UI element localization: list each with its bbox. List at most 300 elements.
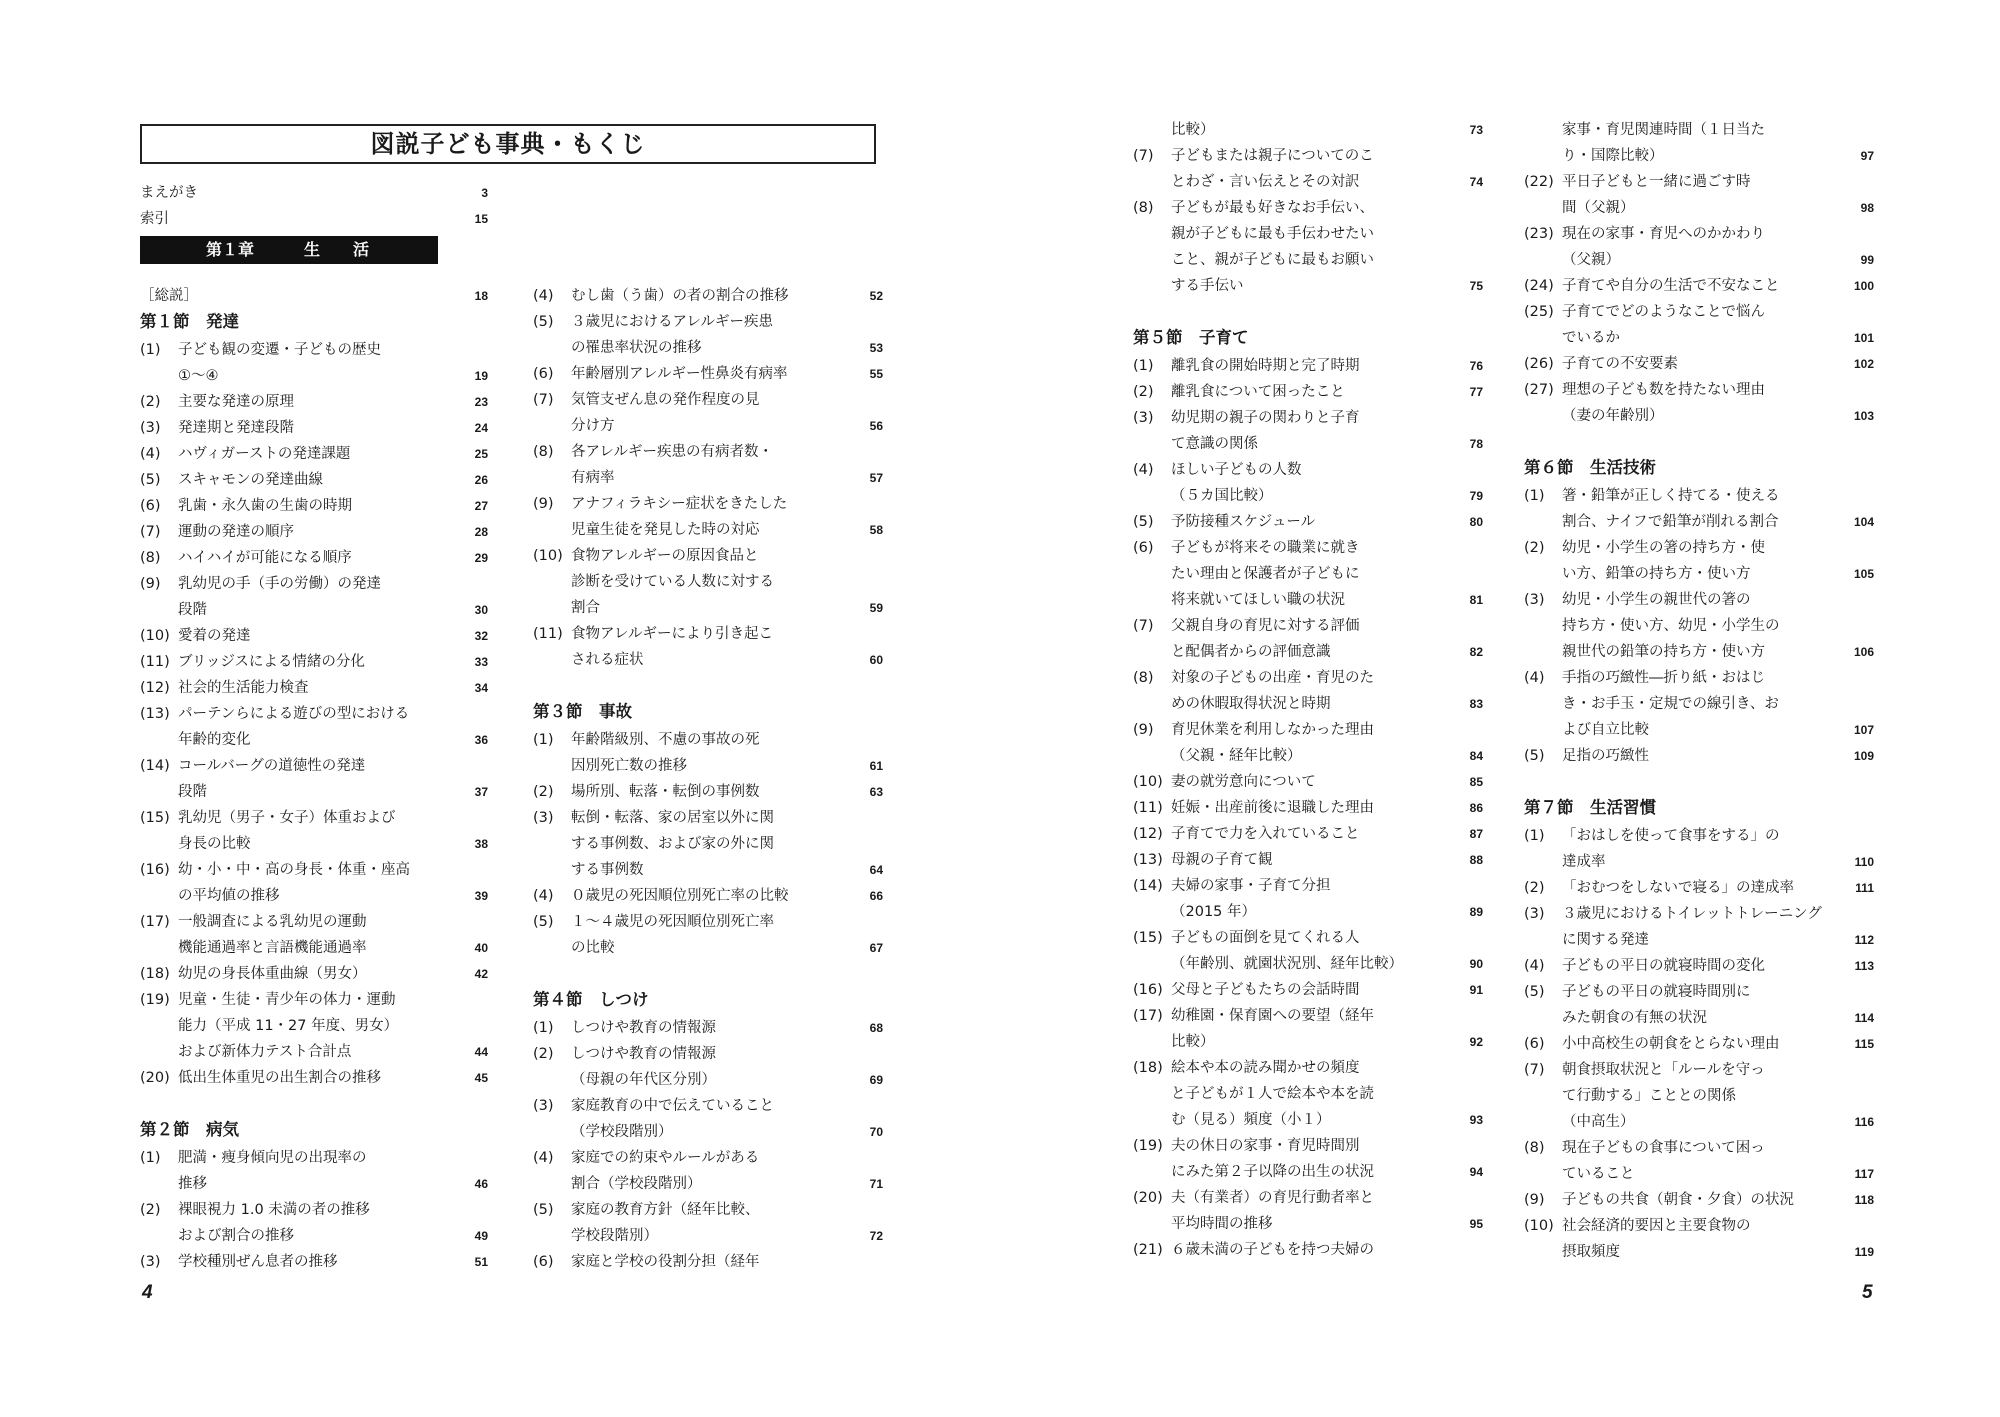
- entry-page: 84: [1469, 749, 1483, 763]
- toc-entry-preface[interactable]: [140, 180, 488, 206]
- entry-number: (26): [1524, 356, 1554, 372]
- toc-entry-continuation[interactable]: [1524, 717, 1874, 743]
- entry-text: 食物アレルギーにより引き起こ: [571, 626, 774, 642]
- toc-entry[interactable]: [533, 1015, 883, 1041]
- toc-entry[interactable]: [1133, 1055, 1483, 1081]
- toc-entry[interactable]: [1524, 351, 1874, 377]
- entry-number: (6): [1524, 1036, 1545, 1052]
- toc-entry-continuation[interactable]: [1524, 247, 1874, 273]
- toc-entry-continuation[interactable]: [1133, 169, 1483, 195]
- entry-page: 36: [474, 733, 488, 747]
- entry-text: 足指の巧緻性: [1562, 748, 1649, 764]
- toc-entry-continuation[interactable]: [533, 465, 883, 491]
- toc-entry-continuation[interactable]: [1524, 509, 1874, 535]
- entry-number: (5): [1524, 748, 1545, 764]
- toc-entry-continuation[interactable]: [533, 1223, 883, 1249]
- toc-entry-continuation[interactable]: [1133, 483, 1483, 509]
- toc-entry[interactable]: [1133, 925, 1483, 951]
- entry-text: 家庭教育の中で伝えていること: [571, 1098, 774, 1114]
- entry-page: 97: [1860, 149, 1874, 163]
- toc-entry-continuation[interactable]: [140, 727, 488, 753]
- toc-entry-continuation[interactable]: [140, 597, 488, 623]
- entry-number: (1): [1524, 488, 1545, 504]
- toc-entry-continuation[interactable]: [1133, 587, 1483, 613]
- entry-text: 気管支ぜん息の発作程度の見: [571, 392, 760, 408]
- toc-entry-continuation[interactable]: [1524, 1005, 1874, 1031]
- toc-entry[interactable]: [1524, 1031, 1874, 1057]
- toc-entry[interactable]: [140, 389, 488, 415]
- entry-page: 49: [474, 1229, 488, 1243]
- page-number-left: 4: [142, 1282, 153, 1303]
- toc-entry-continuation[interactable]: [533, 413, 883, 439]
- toc-entry[interactable]: [1524, 1057, 1874, 1083]
- toc-entry-continuation[interactable]: [533, 857, 883, 883]
- toc-entry[interactable]: [1524, 823, 1874, 849]
- toc-entry[interactable]: [1524, 1213, 1874, 1239]
- toc-entry[interactable]: [1133, 1003, 1483, 1029]
- toc-entry[interactable]: [1133, 509, 1483, 535]
- toc-entry[interactable]: [140, 961, 488, 987]
- toc-entry[interactable]: [140, 701, 488, 727]
- toc-entry-continuation[interactable]: [1524, 561, 1874, 587]
- toc-entry[interactable]: [533, 1093, 883, 1119]
- entry-page: 98: [1860, 201, 1874, 215]
- entry-text: アナフィラキシー症状をきたした: [571, 496, 788, 512]
- entry-page: 18: [474, 289, 488, 303]
- entry-page: 93: [1469, 1113, 1483, 1127]
- toc-entry[interactable]: [1524, 221, 1874, 247]
- entry-text: 予防接種スケジュール: [1171, 514, 1316, 530]
- toc-entry-continuation[interactable]: [1133, 273, 1483, 299]
- toc-entry[interactable]: [1133, 1185, 1483, 1211]
- entry-page: 66: [869, 889, 883, 903]
- toc-entry[interactable]: [140, 337, 488, 363]
- toc-entry[interactable]: [533, 387, 883, 413]
- entry-text: 持ち方・使い方、幼児・小学生の: [1562, 618, 1780, 634]
- entry-text: 子どもの平日の就寝時間の変化: [1562, 958, 1765, 974]
- toc-entry-continuation[interactable]: [1524, 639, 1874, 665]
- entry-text: て意識の関係: [1171, 436, 1258, 452]
- toc-entry[interactable]: [1133, 353, 1483, 379]
- toc-entry[interactable]: [1133, 379, 1483, 405]
- toc-entry[interactable]: [533, 909, 883, 935]
- entry-page: 85: [1469, 775, 1483, 789]
- toc-entry[interactable]: [533, 439, 883, 465]
- entry-page: 79: [1469, 489, 1483, 503]
- toc-entry[interactable]: [140, 545, 488, 571]
- section-heading[interactable]: 第５節 子育て: [1133, 328, 1249, 347]
- toc-entry[interactable]: [140, 1197, 488, 1223]
- toc-entry[interactable]: [1133, 1133, 1483, 1159]
- entry-text: 主要な発達の原理: [178, 394, 294, 410]
- toc-entry-continuation[interactable]: [140, 831, 488, 857]
- toc-entry-continuation[interactable]: [1133, 1081, 1483, 1107]
- toc-entry[interactable]: [1524, 901, 1874, 927]
- entry-text: と子どもが１人で絵本や本を読: [1171, 1086, 1374, 1102]
- entry-page: 30: [474, 603, 488, 617]
- toc-entry[interactable]: [140, 987, 488, 1013]
- toc-entry-continuation[interactable]: [1133, 431, 1483, 457]
- entry-text: 子どもが将来その職業に就き: [1171, 540, 1360, 556]
- entry-number: (2): [140, 1202, 161, 1218]
- toc-entry[interactable]: [1133, 769, 1483, 795]
- toc-entry-continuation[interactable]: [533, 335, 883, 361]
- toc-entry[interactable]: [140, 1065, 488, 1091]
- toc-entry-continuation[interactable]: [1133, 1211, 1483, 1237]
- entry-number: (1): [533, 732, 554, 748]
- entry-text: こと、親が子どもに最もお願い: [1171, 252, 1374, 268]
- entry-text: 摂取頻度: [1562, 1244, 1620, 1260]
- entry-text: 平日子どもと一緒に過ごす時: [1562, 174, 1751, 190]
- entry-number: (25): [1524, 304, 1554, 320]
- entry-text: 割合、ナイフで鉛筆が削れる割合: [1562, 514, 1779, 530]
- entry-text: 達成率: [1562, 854, 1606, 870]
- entry-text: 将来就いてほしい職の状況: [1171, 592, 1345, 608]
- entry-text: みた朝食の有無の状況: [1562, 1010, 1707, 1026]
- entry-page: 90: [1469, 957, 1483, 971]
- entry-text: ［総説］: [140, 288, 198, 304]
- toc-entry[interactable]: [1133, 873, 1483, 899]
- section-heading[interactable]: 第６節 生活技術: [1524, 458, 1656, 477]
- toc-entry[interactable]: [1133, 821, 1483, 847]
- toc-entry[interactable]: [1133, 1237, 1483, 1263]
- entry-number: (3): [1133, 410, 1154, 426]
- toc-entry[interactable]: [1524, 483, 1874, 509]
- entry-text: する事例数、および家の外に関: [571, 836, 774, 852]
- toc-entry[interactable]: [140, 283, 488, 309]
- section-heading[interactable]: 第７節 生活習慣: [1524, 798, 1656, 817]
- entry-page: 38: [474, 837, 488, 851]
- toc-entry[interactable]: [1133, 195, 1483, 221]
- entry-text: 因別死亡数の推移: [571, 758, 687, 774]
- toc-entry-continuation[interactable]: [533, 595, 883, 621]
- toc-entry[interactable]: [140, 519, 488, 545]
- toc-entry-continuation[interactable]: [1133, 561, 1483, 587]
- toc-entry[interactable]: [1524, 535, 1874, 561]
- toc-entry-continuation[interactable]: [533, 1067, 883, 1093]
- entry-text: 幼稚園・保育園への要望（経年: [1171, 1008, 1374, 1024]
- chapter-heading: [140, 236, 438, 264]
- entry-text: （学校段階別）: [571, 1124, 673, 1140]
- entry-number: (18): [140, 966, 170, 982]
- entry-text: 年齢階級別、不慮の事故の死: [571, 732, 760, 748]
- entry-number: (4): [533, 288, 554, 304]
- toc-entry[interactable]: [140, 623, 488, 649]
- entry-text: 機能通過率と言語機能通過率: [178, 940, 367, 956]
- entry-text: 妻の就労意向について: [1171, 774, 1316, 790]
- toc-entry-continuation[interactable]: [140, 779, 488, 805]
- toc-entry-continuation[interactable]: [1524, 1239, 1874, 1265]
- toc-entry[interactable]: [140, 1145, 488, 1171]
- toc-entry[interactable]: [1133, 795, 1483, 821]
- entry-page: 55: [869, 367, 883, 381]
- toc-entry[interactable]: [533, 1145, 883, 1171]
- toc-entry[interactable]: [1524, 1135, 1874, 1161]
- entry-text: 索引: [140, 211, 169, 227]
- entry-number: (14): [1133, 878, 1163, 894]
- toc-entry-continuation[interactable]: [533, 569, 883, 595]
- toc-entry[interactable]: [1524, 979, 1874, 1005]
- entry-page: 59: [869, 601, 883, 615]
- toc-entry-continuation[interactable]: [533, 935, 883, 961]
- toc-entry[interactable]: [1133, 143, 1483, 169]
- entry-number: (18): [1133, 1060, 1163, 1076]
- toc-entry-continuation[interactable]: [140, 1171, 488, 1197]
- entry-number: (4): [533, 1150, 554, 1166]
- toc-entry[interactable]: [140, 1249, 488, 1275]
- section-heading[interactable]: 第４節 しつけ: [533, 990, 649, 1009]
- entry-text: 乳幼児の手（手の労働）の発達: [178, 576, 381, 592]
- entry-text: 社会的生活能力検査: [178, 680, 309, 696]
- toc-entry[interactable]: [1524, 587, 1874, 613]
- toc-entry-continuation[interactable]: [533, 831, 883, 857]
- toc-entry-continuation[interactable]: [1133, 117, 1483, 143]
- toc-entry[interactable]: [140, 753, 488, 779]
- toc-entry-continuation[interactable]: [1524, 927, 1874, 953]
- entry-number: (14): [140, 758, 170, 774]
- toc-entry-continuation[interactable]: [140, 1223, 488, 1249]
- entry-page: 64: [869, 863, 883, 877]
- entry-text: 対象の子どもの出産・育児のた: [1171, 670, 1374, 686]
- entry-page: 57: [869, 471, 883, 485]
- toc-entry[interactable]: [1524, 299, 1874, 325]
- toc-entry[interactable]: [1133, 717, 1483, 743]
- toc-entry-continuation[interactable]: [1524, 691, 1874, 717]
- toc-entry[interactable]: [1133, 665, 1483, 691]
- entry-number: (6): [533, 1254, 554, 1270]
- entry-text: の比較: [571, 940, 615, 956]
- entry-number: (17): [1133, 1008, 1163, 1024]
- entry-text: とわざ・言い伝えとその対訳: [1171, 174, 1360, 190]
- entry-page: 92: [1469, 1035, 1483, 1049]
- entry-number: (6): [140, 498, 161, 514]
- toc-entry-continuation[interactable]: [1524, 1161, 1874, 1187]
- entry-page: 91: [1469, 983, 1483, 997]
- toc-entry-continuation[interactable]: [1133, 899, 1483, 925]
- entry-page: 113: [1854, 959, 1874, 973]
- entry-page: 27: [474, 499, 488, 513]
- entry-page: 32: [474, 629, 488, 643]
- entry-text: （父親・経年比較）: [1171, 748, 1302, 764]
- entry-text: （父親）: [1562, 252, 1620, 268]
- entry-text: 育児休業を利用しなかった理由: [1171, 722, 1374, 738]
- entry-number: (2): [533, 784, 554, 800]
- entry-page: 103: [1853, 409, 1874, 423]
- entry-text: む（見る）頻度（小１）: [1171, 1112, 1331, 1128]
- toc-entry[interactable]: [140, 441, 488, 467]
- toc-entry[interactable]: [1524, 377, 1874, 403]
- toc-entry[interactable]: [140, 675, 488, 701]
- entry-text: （母親の年代区分別）: [571, 1072, 716, 1088]
- toc-entry-continuation[interactable]: [1133, 1159, 1483, 1185]
- entry-text: よび自立比較: [1562, 722, 1649, 738]
- entry-text: 比較）: [1171, 1034, 1215, 1050]
- toc-entry[interactable]: [1133, 535, 1483, 561]
- entry-number: (11): [140, 654, 170, 670]
- entry-text: ０歳児の死因順位別死亡率の比較: [571, 888, 789, 904]
- entry-text: 運動の発達の順序: [178, 524, 294, 540]
- entry-page: 86: [1469, 801, 1483, 815]
- toc-entry-continuation[interactable]: [1133, 247, 1483, 273]
- entry-text: 手指の巧緻性―折り紙・おはじ: [1562, 670, 1765, 686]
- entry-number: (1): [1133, 358, 1154, 374]
- toc-entry[interactable]: [533, 361, 883, 387]
- toc-entry-continuation[interactable]: [1133, 743, 1483, 769]
- entry-page: 40: [474, 941, 488, 955]
- toc-entry[interactable]: [140, 909, 488, 935]
- toc-entry-continuation[interactable]: [140, 935, 488, 961]
- entry-number: (24): [1524, 278, 1554, 294]
- entry-text: および新体力テスト合計点: [178, 1044, 352, 1060]
- toc-entry[interactable]: [1524, 665, 1874, 691]
- toc-entry[interactable]: [140, 805, 488, 831]
- entry-number: (3): [1524, 592, 1545, 608]
- entry-text: および割合の推移: [178, 1228, 294, 1244]
- entry-number: (10): [1524, 1218, 1554, 1234]
- toc-entry[interactable]: [1133, 613, 1483, 639]
- entry-page: 29: [474, 551, 488, 565]
- entry-page: 67: [869, 941, 883, 955]
- toc-entry-continuation[interactable]: [140, 1013, 488, 1039]
- entry-text: ていること: [1562, 1166, 1635, 1182]
- entry-text: 家庭での約束やルールがある: [571, 1150, 760, 1166]
- toc-entry-continuation[interactable]: [1524, 613, 1874, 639]
- section-heading[interactable]: 第２節 病気: [140, 1120, 239, 1139]
- toc-entry-continuation[interactable]: [1524, 143, 1874, 169]
- entry-number: (2): [533, 1046, 554, 1062]
- entry-number: (13): [1133, 852, 1163, 868]
- entry-text: 能力（平成 11・27 年度、男女）: [178, 1018, 399, 1034]
- toc-entry-continuation[interactable]: [1524, 1109, 1874, 1135]
- toc-entry[interactable]: [140, 857, 488, 883]
- entry-text: 肥満・痩身傾向児の出現率の: [178, 1150, 367, 1166]
- entry-page: 56: [869, 419, 883, 433]
- entry-text: 親世代の鉛筆の持ち方・使い方: [1562, 644, 1765, 660]
- entry-text: しつけや教育の情報源: [571, 1020, 716, 1036]
- entry-number: (8): [1133, 670, 1154, 686]
- toc-entry[interactable]: [533, 727, 883, 753]
- entry-text: 愛着の発達: [178, 628, 251, 644]
- entry-page: 76: [1469, 359, 1483, 373]
- section-heading[interactable]: 第３節 事故: [533, 702, 632, 721]
- entry-text: 年齢的変化: [178, 732, 251, 748]
- toc-entry-continuation[interactable]: [140, 1039, 488, 1065]
- entry-page: 28: [474, 525, 488, 539]
- toc-entry[interactable]: [1133, 847, 1483, 873]
- toc-entry[interactable]: [533, 1249, 883, 1275]
- entry-page: 95: [1469, 1217, 1483, 1231]
- entry-number: (8): [1524, 1140, 1545, 1156]
- entry-number: (5): [140, 472, 161, 488]
- toc-entry-continuation[interactable]: [533, 647, 883, 673]
- toc-entry-continuation[interactable]: [1524, 325, 1874, 351]
- toc-entry-continuation[interactable]: [1133, 221, 1483, 247]
- entry-text: ほしい子どもの人数: [1171, 462, 1302, 478]
- toc-entry[interactable]: [533, 805, 883, 831]
- entry-page: 109: [1853, 749, 1874, 763]
- toc-entry[interactable]: [1133, 977, 1483, 1003]
- toc-entry-continuation[interactable]: [1524, 849, 1874, 875]
- toc-entry[interactable]: [533, 883, 883, 909]
- entry-text: 父母と子どもたちの会話時間: [1171, 982, 1360, 998]
- entry-page: 69: [869, 1073, 883, 1087]
- toc-entry[interactable]: [1524, 169, 1874, 195]
- toc-entry[interactable]: [140, 493, 488, 519]
- entry-number: (5): [1133, 514, 1154, 530]
- toc-entry-continuation[interactable]: [1133, 951, 1483, 977]
- chapter-name-2: 活: [353, 240, 370, 259]
- toc-entry[interactable]: [140, 467, 488, 493]
- toc-entry[interactable]: [140, 649, 488, 675]
- toc-entry[interactable]: [1524, 875, 1874, 901]
- entry-page: 94: [1469, 1165, 1483, 1179]
- toc-entry[interactable]: [533, 309, 883, 335]
- toc-entry[interactable]: [533, 491, 883, 517]
- entry-text: 絵本や本の読み聞かせの頻度: [1171, 1060, 1360, 1076]
- toc-entry-continuation[interactable]: [1133, 1107, 1483, 1133]
- entry-text: 学校段階別）: [571, 1228, 658, 1244]
- entry-text: 推移: [178, 1176, 207, 1192]
- toc-entry[interactable]: [1524, 273, 1874, 299]
- toc-entry[interactable]: [140, 415, 488, 441]
- toc-entry[interactable]: [1524, 953, 1874, 979]
- toc-entry-continuation[interactable]: [1133, 1029, 1483, 1055]
- toc-entry-continuation[interactable]: [1524, 195, 1874, 221]
- entry-text: 「おはしを使って食事をする」の: [1562, 828, 1780, 844]
- toc-entry[interactable]: [1524, 743, 1874, 769]
- toc-entry[interactable]: [533, 1197, 883, 1223]
- toc-entry[interactable]: [1524, 1187, 1874, 1213]
- entry-number: (5): [533, 914, 554, 930]
- entry-page: 116: [1854, 1115, 1874, 1129]
- toc-entry[interactable]: [533, 779, 883, 805]
- entry-text: い方、鉛筆の持ち方・使い方: [1562, 566, 1751, 582]
- toc-entry[interactable]: [533, 283, 883, 309]
- toc-entry-continuation[interactable]: [1133, 691, 1483, 717]
- toc-entry-continuation[interactable]: [1524, 117, 1874, 143]
- toc-entry-continuation[interactable]: [533, 1171, 883, 1197]
- toc-entry-continuation[interactable]: [1524, 1083, 1874, 1109]
- section-heading[interactable]: 第１節 発達: [140, 312, 239, 331]
- toc-entry-continuation[interactable]: [533, 1119, 883, 1145]
- entry-text: ブリッジスによる情緒の分化: [178, 654, 365, 670]
- toc-entry[interactable]: [1133, 405, 1483, 431]
- toc-entry[interactable]: [1133, 457, 1483, 483]
- toc-entry[interactable]: [533, 543, 883, 569]
- entry-text: しつけや教育の情報源: [571, 1046, 716, 1062]
- toc-entry-continuation[interactable]: [140, 363, 488, 389]
- toc-entry[interactable]: [533, 1041, 883, 1067]
- entry-text: 箸・鉛筆が正しく持てる・使える: [1562, 488, 1780, 504]
- entry-page: 77: [1469, 385, 1483, 399]
- toc-entry[interactable]: [140, 571, 488, 597]
- toc-entry-continuation[interactable]: [533, 517, 883, 543]
- entry-text: 子どもの共食（朝食・夕食）の状況: [1562, 1192, 1794, 1208]
- toc-entry-continuation[interactable]: [1524, 403, 1874, 429]
- toc-entry-continuation[interactable]: [1133, 639, 1483, 665]
- toc-entry-continuation[interactable]: [140, 883, 488, 909]
- toc-entry-continuation[interactable]: [533, 753, 883, 779]
- entry-page: 71: [869, 1177, 883, 1191]
- entry-number: (15): [140, 810, 170, 826]
- entry-page: 118: [1854, 1193, 1874, 1207]
- entry-text: 朝食摂取状況と「ルールを守っ: [1562, 1062, 1765, 1078]
- toc-entry[interactable]: [533, 621, 883, 647]
- entry-number: (16): [1133, 982, 1163, 998]
- entry-number: (15): [1133, 930, 1163, 946]
- toc-entry-index[interactable]: [140, 206, 488, 232]
- entry-page: 87: [1469, 827, 1483, 841]
